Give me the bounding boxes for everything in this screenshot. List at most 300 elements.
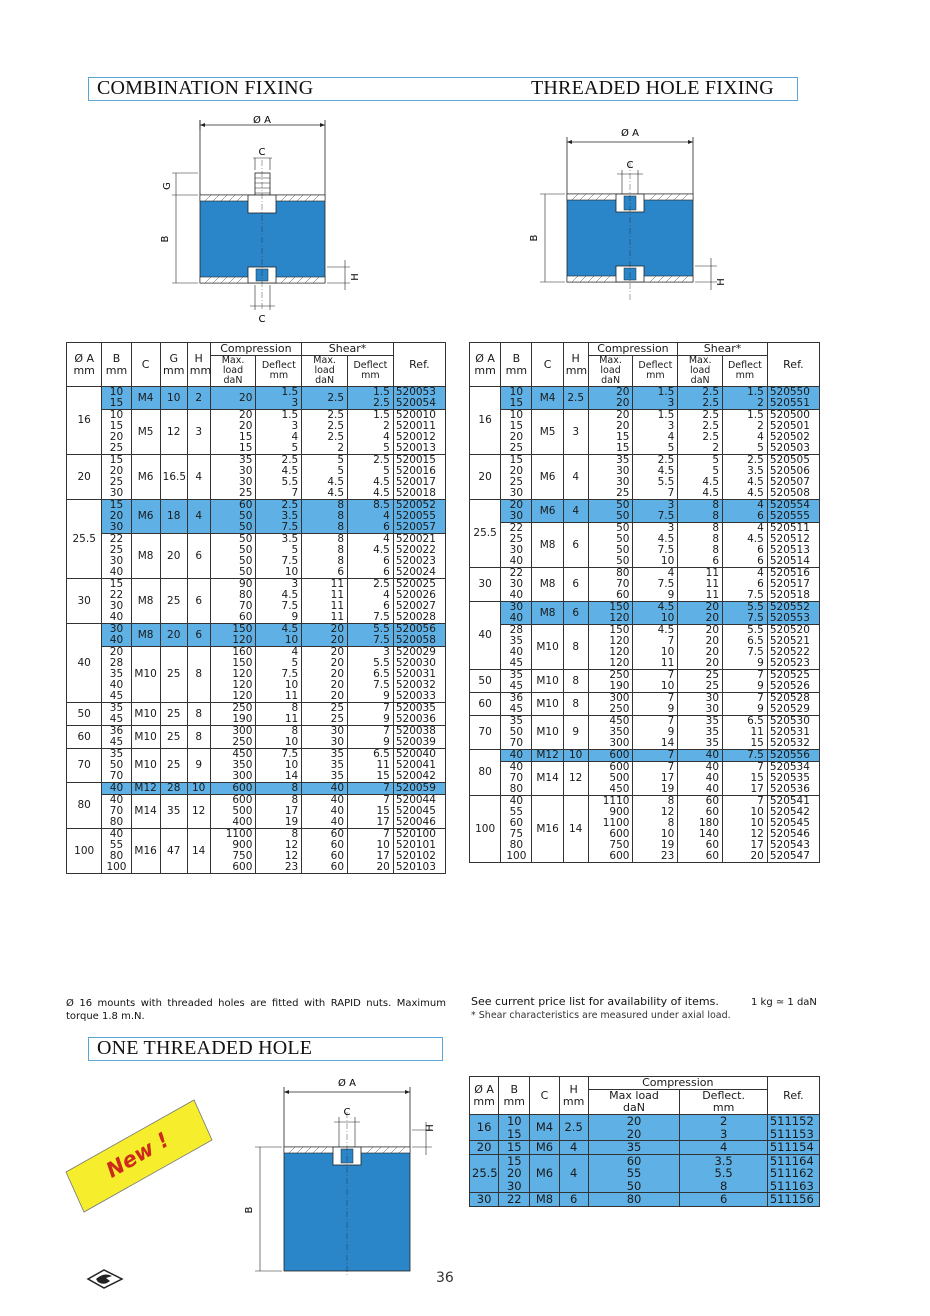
cell-h-text: 6 bbox=[195, 549, 203, 562]
cell-ref-value: 520535 bbox=[769, 772, 810, 784]
col-oa bbox=[470, 1077, 499, 1115]
cell-oa bbox=[470, 796, 501, 863]
cell-c bbox=[131, 387, 160, 410]
cell-c bbox=[131, 703, 160, 726]
cell-shear-load-value: 5 bbox=[337, 465, 345, 477]
cell-oa-text: 20 bbox=[77, 470, 91, 483]
cell-b-value: 40 bbox=[509, 612, 524, 624]
cell-b bbox=[501, 693, 532, 716]
cell-b bbox=[102, 647, 131, 703]
cell-h-text: 2 bbox=[195, 391, 203, 404]
cell-h bbox=[563, 693, 588, 716]
cell-comp-deflect bbox=[680, 1115, 768, 1141]
col-b bbox=[501, 343, 532, 387]
cell-shear-deflect-value: 5 bbox=[383, 442, 390, 454]
col-shear-deflect-line: Deflect bbox=[727, 360, 762, 371]
cell-shear-deflect bbox=[723, 410, 768, 455]
cell-comp-load bbox=[588, 568, 633, 602]
cell-ref bbox=[767, 455, 819, 500]
cell-shear-load-value: 40 bbox=[705, 749, 720, 761]
cell-shear-deflect-value: 1.5 bbox=[747, 409, 764, 421]
cell-shear-load-value: 11 bbox=[330, 600, 345, 612]
table-row bbox=[470, 523, 820, 568]
cell-ref bbox=[767, 1141, 819, 1155]
cell-b-value: 35 bbox=[109, 748, 124, 760]
cell-shear-deflect bbox=[348, 726, 394, 749]
cell-shear-deflect-value: 6 bbox=[383, 555, 390, 567]
cell-h bbox=[187, 624, 210, 647]
cell-ref bbox=[393, 500, 445, 534]
cell-b-value: 10 bbox=[109, 386, 124, 398]
cell-comp-deflect-value: 9 bbox=[291, 611, 299, 623]
cell-c bbox=[131, 455, 160, 500]
cell-shear-deflect bbox=[348, 410, 394, 455]
cell-shear-load bbox=[302, 579, 348, 624]
cell-ref-value: 520546 bbox=[769, 828, 810, 840]
cell-oa-text: 70 bbox=[478, 726, 492, 738]
col-oa-line: mm bbox=[473, 1094, 495, 1108]
col-comp-deflect-line: Deflect. bbox=[702, 1089, 745, 1102]
one-threaded-hole-table bbox=[469, 1076, 820, 1207]
cell-comp-deflect bbox=[633, 500, 678, 523]
cell-shear-load-value: 180 bbox=[699, 817, 720, 829]
table-row bbox=[470, 693, 820, 716]
col-compression-text: Compression bbox=[220, 342, 292, 355]
table-row bbox=[67, 534, 446, 579]
cell-ref-value: 520059 bbox=[395, 782, 436, 794]
cell-ref bbox=[393, 647, 445, 703]
cell-comp-deflect bbox=[680, 1154, 768, 1193]
col-oa bbox=[470, 343, 501, 387]
cell-h bbox=[563, 602, 588, 625]
cell-g bbox=[160, 410, 187, 455]
cell-oa-text: 70 bbox=[77, 759, 91, 771]
cell-shear-load-value: 8 bbox=[712, 522, 720, 534]
cell-b-value: 70 bbox=[109, 770, 124, 782]
table-row bbox=[470, 670, 820, 693]
cell-c bbox=[532, 670, 563, 693]
cell-shear-deflect-value: 9 bbox=[757, 703, 764, 715]
dim2-label-a: Ø A bbox=[621, 128, 639, 139]
cell-ref-value: 520523 bbox=[769, 657, 810, 669]
table-row bbox=[67, 795, 446, 829]
table-row bbox=[470, 500, 820, 523]
cell-shear-load bbox=[302, 703, 348, 726]
cell-comp-deflect-value: 4.5 bbox=[657, 624, 675, 636]
cell-shear-load-value: 4.5 bbox=[702, 476, 720, 488]
cell-shear-deflect-value: 7.5 bbox=[747, 749, 764, 761]
cell-comp-load-value: 450 bbox=[609, 715, 630, 727]
cell-comp-deflect bbox=[256, 455, 302, 500]
cell-comp-deflect-value: 4.5 bbox=[281, 589, 299, 601]
cell-shear-deflect-value: 15 bbox=[376, 805, 390, 817]
cell-b-value: 25 bbox=[109, 476, 124, 488]
cell-comp-load-value: 400 bbox=[232, 816, 253, 828]
table-row bbox=[470, 762, 820, 796]
cell-b-value: 40 bbox=[109, 566, 124, 578]
cell-h bbox=[563, 455, 588, 500]
cell-comp-deflect-value: 3 bbox=[719, 1126, 728, 1141]
col-shear-maxload-line: Max. bbox=[688, 355, 712, 366]
cell-ref-value: 520027 bbox=[395, 600, 436, 612]
cell-shear-deflect-value: 7 bbox=[383, 702, 390, 714]
cell-ref bbox=[393, 783, 445, 795]
cell-b-value: 25 bbox=[109, 442, 124, 454]
cell-ref bbox=[393, 795, 445, 829]
cell-b-value: 36 bbox=[509, 692, 524, 704]
cell-oa-text: 25.5 bbox=[472, 1166, 498, 1180]
cell-shear-deflect bbox=[723, 670, 768, 693]
cell-comp-load-value: 1100 bbox=[602, 817, 630, 829]
cell-ref-value: 520058 bbox=[395, 634, 436, 646]
table-row bbox=[470, 602, 820, 625]
one-threaded-hole-title: ONE THREADED HOLE bbox=[97, 1037, 313, 1059]
cell-comp-deflect bbox=[256, 534, 302, 579]
cell-shear-load bbox=[302, 795, 348, 829]
cell-comp-deflect-value: 7.5 bbox=[657, 544, 675, 556]
cell-c bbox=[532, 625, 563, 670]
cell-shear-load bbox=[302, 726, 348, 749]
cell-comp-load-value: 60 bbox=[239, 611, 253, 623]
cell-ref-value: 520054 bbox=[395, 397, 436, 409]
cell-b-value: 25 bbox=[109, 544, 124, 556]
cell-comp-load bbox=[210, 749, 256, 783]
cell-shear-load-value: 8 bbox=[337, 544, 345, 556]
col-shear-deflect bbox=[348, 356, 394, 387]
cell-shear-load-value: 60 bbox=[705, 806, 720, 818]
shear-note: * Shear characteristics are measured under axial load. bbox=[471, 1010, 731, 1021]
cell-shear-deflect-value: 6 bbox=[757, 510, 764, 522]
cell-b-value: 40 bbox=[509, 555, 524, 567]
cell-comp-load-value: 600 bbox=[232, 861, 253, 873]
cell-ref-value: 520055 bbox=[395, 510, 436, 522]
cell-comp-load bbox=[588, 410, 633, 455]
cell-b bbox=[102, 726, 131, 749]
cell-h bbox=[187, 703, 210, 726]
cell-b-value: 30 bbox=[109, 623, 124, 635]
cell-h-text: 4 bbox=[569, 1166, 578, 1180]
col-comp-maxload-line: load bbox=[222, 365, 244, 376]
cell-b-value: 30 bbox=[509, 578, 524, 590]
cell-ref-value: 520033 bbox=[395, 690, 436, 702]
cell-b-value: 40 bbox=[509, 761, 524, 773]
cell-comp-load-value: 120 bbox=[609, 612, 630, 624]
col-comp-maxload bbox=[210, 356, 256, 387]
cell-comp-deflect-value: 7.5 bbox=[657, 510, 675, 522]
col-b-line: B bbox=[112, 351, 121, 365]
cell-ref-value: 520032 bbox=[395, 679, 436, 691]
cell-g-text: 20 bbox=[167, 628, 181, 641]
cell-h-text: 8 bbox=[195, 707, 203, 720]
col-oa bbox=[67, 343, 102, 387]
cell-shear-deflect-value: 4 bbox=[383, 431, 390, 443]
cell-comp-deflect bbox=[633, 523, 678, 568]
cell-b-value: 15 bbox=[509, 420, 524, 432]
cell-shear-deflect bbox=[723, 693, 768, 716]
cell-oa-text: 100 bbox=[475, 822, 496, 835]
cell-comp-deflect-value: 10 bbox=[284, 566, 299, 578]
col-g-line: G bbox=[169, 351, 178, 365]
col-shear-maxload-line: daN bbox=[315, 375, 335, 386]
cell-shear-load-value: 40 bbox=[705, 772, 720, 784]
dim2-label-h: H bbox=[716, 278, 727, 286]
brand-logo bbox=[86, 1268, 124, 1290]
cell-g-text: 10 bbox=[167, 391, 181, 404]
cell-b bbox=[499, 1115, 530, 1141]
cell-shear-deflect-value: 4.5 bbox=[373, 544, 390, 556]
cell-oa bbox=[470, 1141, 499, 1155]
cell-b-value: 15 bbox=[509, 454, 524, 466]
cell-ref bbox=[767, 693, 819, 716]
cell-comp-deflect-value: 12 bbox=[660, 806, 675, 818]
cell-shear-load-value: 25 bbox=[705, 669, 720, 681]
cell-comp-deflect bbox=[633, 568, 678, 602]
cell-comp-deflect bbox=[256, 410, 302, 455]
cell-shear-load-value: 2.5 bbox=[702, 431, 720, 443]
cell-shear-deflect-value: 4.5 bbox=[747, 533, 764, 545]
cell-shear-deflect bbox=[723, 716, 768, 750]
cell-comp-deflect bbox=[633, 387, 678, 410]
cell-c bbox=[131, 749, 160, 783]
cell-shear-load-value: 30 bbox=[705, 703, 720, 715]
table-row bbox=[470, 387, 820, 410]
cell-shear-load-value: 20 bbox=[705, 612, 720, 624]
col-compression-text: Compression bbox=[642, 1076, 714, 1089]
cell-ref-value: 520022 bbox=[395, 544, 436, 556]
cell-comp-load-value: 50 bbox=[616, 544, 630, 556]
cell-comp-load-value: 50 bbox=[239, 510, 253, 522]
cell-h bbox=[559, 1193, 588, 1207]
cell-shear-load-value: 8 bbox=[337, 533, 345, 545]
cell-comp-deflect-value: 5 bbox=[291, 657, 299, 669]
threaded-hole-fixing-title: THREADED HOLE FIXING bbox=[531, 77, 774, 99]
cell-b-value: 35 bbox=[509, 715, 524, 727]
cell-oa-text: 40 bbox=[77, 656, 91, 669]
cell-b-value: 20 bbox=[109, 431, 124, 443]
cell-c bbox=[532, 410, 563, 455]
col-comp-deflect-line: mm bbox=[269, 370, 289, 381]
col-compression bbox=[588, 343, 678, 356]
cell-oa-text: 60 bbox=[77, 730, 91, 743]
cell-g-text: 18 bbox=[167, 510, 181, 522]
cell-shear-deflect bbox=[723, 762, 768, 796]
col-shear-maxload-line: Max. bbox=[313, 355, 336, 366]
cell-comp-load-value: 50 bbox=[239, 521, 253, 533]
cell-shear-deflect-value: 9 bbox=[757, 680, 764, 692]
table-row bbox=[470, 568, 820, 602]
cell-shear-deflect-value: 5.5 bbox=[747, 601, 764, 613]
cell-ref bbox=[767, 387, 819, 410]
col-comp-deflect-line: mm bbox=[712, 1101, 735, 1114]
cell-comp-deflect bbox=[680, 1193, 768, 1207]
cell-b-value: 20 bbox=[109, 510, 124, 522]
cell-shear-deflect bbox=[348, 579, 394, 624]
cell-shear-load-value: 40 bbox=[330, 782, 345, 794]
col-compression bbox=[210, 343, 302, 356]
cell-c bbox=[131, 795, 160, 829]
cell-comp-deflect-value: 7.5 bbox=[281, 600, 299, 612]
cell-oa-text: 60 bbox=[478, 697, 492, 710]
cell-comp-load-value: 250 bbox=[609, 703, 630, 715]
cell-shear-load bbox=[302, 410, 348, 455]
cell-shear-deflect-value: 12 bbox=[750, 828, 764, 840]
cell-comp-deflect bbox=[256, 647, 302, 703]
cell-comp-deflect bbox=[680, 1141, 768, 1155]
cell-b-value: 20 bbox=[509, 431, 524, 443]
cell-h bbox=[187, 410, 210, 455]
cell-b bbox=[501, 670, 532, 693]
cell-shear-load-value: 40 bbox=[330, 794, 345, 806]
cell-oa-text: 50 bbox=[478, 674, 492, 687]
cell-b bbox=[501, 602, 532, 625]
cell-shear-deflect-value: 11 bbox=[750, 726, 764, 738]
cell-shear-deflect bbox=[348, 500, 394, 534]
cell-shear-load-value: 11 bbox=[330, 589, 345, 601]
cell-b bbox=[102, 703, 131, 726]
cell-b-value: 15 bbox=[506, 1140, 522, 1154]
cell-b-value: 20 bbox=[509, 465, 524, 477]
cell-comp-deflect-value: 7 bbox=[667, 749, 675, 761]
cell-b bbox=[501, 762, 532, 796]
cell-shear-deflect-value: 4 bbox=[757, 522, 764, 534]
cell-shear-load-value: 40 bbox=[330, 805, 345, 817]
cell-b-value: 30 bbox=[109, 487, 124, 499]
cell-oa bbox=[470, 1193, 499, 1207]
cell-comp-load-value: 50 bbox=[616, 522, 630, 534]
cell-shear-deflect-value: 2.5 bbox=[747, 454, 764, 466]
cell-comp-deflect-value: 4 bbox=[667, 567, 675, 579]
cell-comp-load-value: 25 bbox=[616, 487, 630, 499]
cell-shear-deflect-value: 7.5 bbox=[373, 634, 390, 646]
cell-shear-load-value: 20 bbox=[705, 646, 720, 658]
cell-h bbox=[187, 579, 210, 624]
cell-b bbox=[501, 410, 532, 455]
cell-b-value: 45 bbox=[509, 703, 524, 715]
cell-comp-deflect-value: 5.5 bbox=[657, 476, 675, 488]
cell-c-text: M6 bbox=[539, 504, 556, 517]
cell-comp-deflect-value: 10 bbox=[660, 680, 675, 692]
col-c-text: C bbox=[540, 1088, 549, 1102]
cell-ref-value: 511164 bbox=[769, 1153, 814, 1168]
cell-shear-load-value: 20 bbox=[330, 679, 345, 691]
cell-comp-load bbox=[588, 523, 633, 568]
cell-comp-load bbox=[210, 726, 256, 749]
cell-comp-load-value: 60 bbox=[239, 499, 253, 511]
cell-ref-value: 520503 bbox=[769, 442, 810, 454]
cell-shear-deflect-value: 1.5 bbox=[373, 386, 390, 398]
col-shear-deflect bbox=[723, 356, 768, 387]
cell-shear-load-value: 2.5 bbox=[702, 409, 720, 421]
cell-comp-deflect-value: 11 bbox=[284, 713, 299, 725]
cell-comp-deflect bbox=[256, 726, 302, 749]
cell-b bbox=[102, 829, 131, 874]
cell-shear-load-value: 60 bbox=[705, 850, 720, 862]
cell-shear-load-value: 60 bbox=[330, 861, 345, 873]
cell-shear-deflect-value: 6 bbox=[383, 566, 390, 578]
threaded-hole-fixing-table bbox=[469, 342, 820, 863]
cell-comp-deflect bbox=[633, 750, 678, 762]
cell-shear-deflect-value: 7 bbox=[757, 669, 764, 681]
cell-comp-load-value: 60 bbox=[626, 1153, 642, 1168]
cell-comp-load-value: 450 bbox=[609, 783, 630, 795]
cell-shear-deflect-value: 2 bbox=[383, 420, 390, 432]
cell-shear-load-value: 35 bbox=[705, 737, 720, 749]
cell-comp-load-value: 60 bbox=[616, 589, 630, 601]
cell-shear-deflect-value: 1.5 bbox=[747, 386, 764, 398]
cell-comp-load-value: 300 bbox=[232, 725, 253, 737]
cell-b-value: 60 bbox=[509, 817, 524, 829]
cell-c-text: M6 bbox=[137, 470, 154, 483]
cell-c-text: M6 bbox=[535, 1140, 554, 1154]
table-row bbox=[470, 455, 820, 500]
cell-ref-value: 520513 bbox=[769, 544, 810, 556]
cell-comp-deflect-value: 4.5 bbox=[281, 465, 299, 477]
cell-comp-load bbox=[210, 647, 256, 703]
cell-comp-deflect-value: 23 bbox=[284, 861, 299, 873]
cell-b-value: 35 bbox=[109, 668, 124, 680]
cell-b bbox=[501, 716, 532, 750]
col-ref bbox=[767, 1077, 819, 1115]
table-row bbox=[470, 1154, 820, 1193]
cell-shear-deflect-value: 7 bbox=[757, 761, 764, 773]
cell-c-text: M5 bbox=[539, 425, 556, 438]
table-row bbox=[67, 703, 446, 726]
cell-comp-load-value: 600 bbox=[609, 749, 630, 761]
cell-comp-load-value: 50 bbox=[239, 566, 253, 578]
cell-comp-deflect-value: 3 bbox=[667, 499, 675, 511]
cell-shear-load bbox=[678, 602, 723, 625]
cell-ref-value: 520517 bbox=[769, 578, 810, 590]
cell-shear-load-value: 11 bbox=[705, 589, 720, 601]
cell-b-value: 50 bbox=[109, 759, 124, 771]
cell-comp-deflect-value: 10 bbox=[660, 555, 675, 567]
cell-b-value: 30 bbox=[509, 601, 524, 613]
cell-b-value: 35 bbox=[509, 635, 524, 647]
cell-b-value: 15 bbox=[109, 499, 124, 511]
cell-shear-deflect-value: 4 bbox=[757, 567, 764, 579]
cell-c-text: M10 bbox=[536, 640, 559, 653]
cell-h bbox=[187, 783, 210, 795]
cell-ref-value: 520552 bbox=[769, 601, 810, 613]
cell-shear-deflect-value: 7.5 bbox=[747, 646, 764, 658]
cell-b-value: 55 bbox=[109, 839, 124, 851]
col-ref-text: Ref. bbox=[783, 357, 804, 371]
dim-label-c-top: C bbox=[258, 147, 266, 158]
cell-c-text: M4 bbox=[539, 391, 556, 404]
cell-oa bbox=[67, 387, 102, 455]
cell-shear-deflect-value: 17 bbox=[750, 839, 764, 851]
col-b-line: mm bbox=[105, 363, 128, 377]
cell-ref-value: 520547 bbox=[769, 850, 810, 862]
cell-g-text: 12 bbox=[167, 425, 181, 438]
cell-shear-load-value: 20 bbox=[705, 601, 720, 613]
combination-fixing-table bbox=[66, 342, 446, 874]
cell-ref-value: 520023 bbox=[395, 555, 436, 567]
cell-comp-load bbox=[588, 750, 633, 762]
cell-c-text: M8 bbox=[539, 578, 556, 590]
cell-b-value: 80 bbox=[509, 783, 524, 795]
cell-c-text: M8 bbox=[539, 538, 556, 551]
cell-shear-deflect bbox=[723, 455, 768, 500]
cell-c-text: M10 bbox=[134, 668, 157, 680]
col-shear-text: Shear* bbox=[703, 342, 742, 355]
cell-h bbox=[187, 387, 210, 410]
cell-comp-load-value: 600 bbox=[609, 828, 630, 840]
col-shear-deflect-line: Deflect bbox=[353, 360, 388, 371]
cell-comp-load-value: 25 bbox=[239, 487, 253, 499]
cell-ref-value: 520551 bbox=[769, 397, 810, 409]
cell-ref-value: 520103 bbox=[395, 861, 436, 873]
